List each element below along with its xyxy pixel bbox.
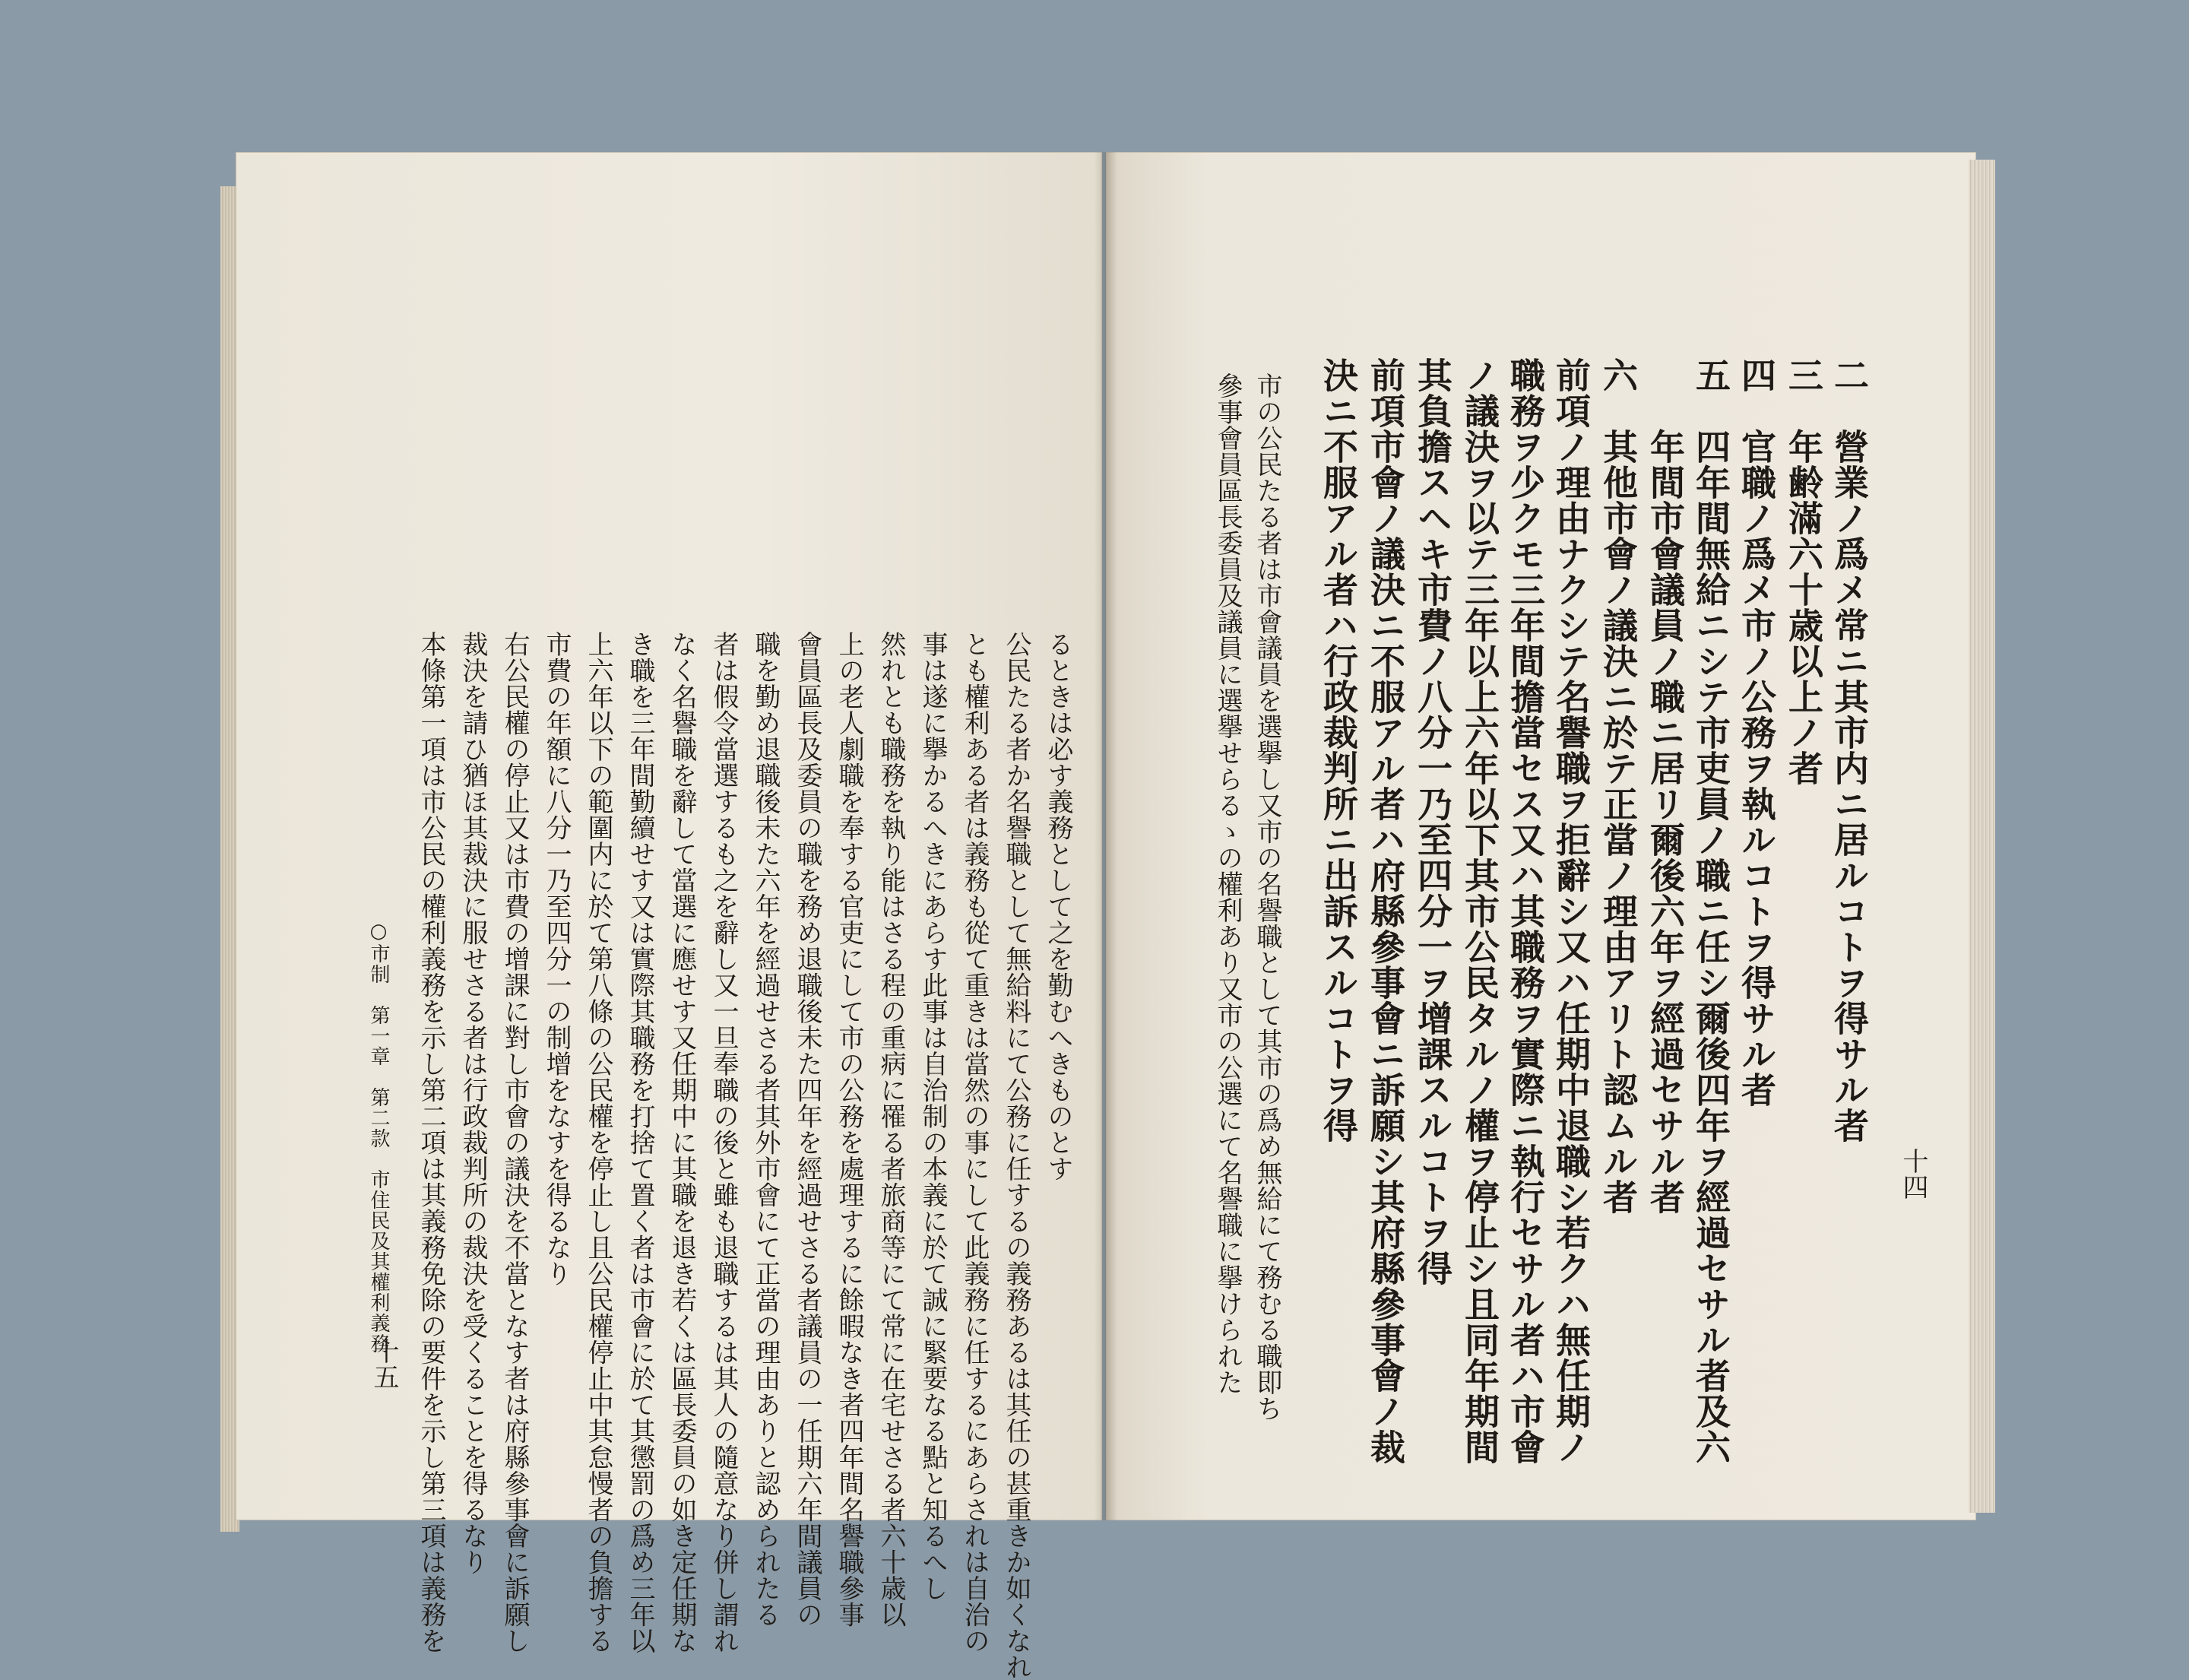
commentary-line: き職を三年間勤續せす又は實際其職務を打捨て置く者は市會に於て其懲罰の爲め三年以 xyxy=(625,631,655,1654)
commentary-line: るときは必す義務として之を勤むへきものとす xyxy=(1043,631,1073,1182)
statute-paragraph-line: 職務ヲ少クモ三年間擔當セス又ハ其職務ヲ實際ニ執行セサル者ハ市會 xyxy=(1505,357,1546,1465)
statute-item-6: 六 其他市會ノ議決ニ於テ正當ノ理由アリト認ムル者 xyxy=(1598,357,1639,1215)
statute-paragraph-line: ノ議決ヲ以テ三年以上六年以下其市公民タルノ權ヲ停止シ且同年期間 xyxy=(1459,357,1500,1465)
right-page-edge xyxy=(1969,160,1995,1513)
commentary-line: 上の老人劇職を奉する官吏にして市の公務を處理するに餘暇なき者四年間名譽職參事 xyxy=(834,631,864,1628)
commentary-line: なく名譽職を辭して當選に應せす又任期中に其職を退き若くは區長委員の如き定任期な xyxy=(667,631,697,1654)
commentary-line: 上六年以下の範圍内に於て第八條の公民權を停止し且公民權停止中其怠慢者の負擔する xyxy=(583,631,613,1654)
statute-paragraph-line: 決ニ不服アル者ハ行政裁判所ニ出訴スルコトヲ得 xyxy=(1318,357,1359,1143)
commentary-line: 公民たる者か名譽職として無給料にて公務に任するの義務あるは其任の甚重きか如くなれ xyxy=(1001,631,1031,1680)
commentary-line: 裁決を請ひ猶ほ其裁決に服せさる者は行政裁判所の裁決を受くることを得るなり xyxy=(458,631,488,1575)
commentary-line: 事は遂に擧かるへきにあらす此事は自治制の本義に於て誠に緊要なる點と知るへし xyxy=(917,631,948,1602)
statute-paragraph-line: 其負擔スヘキ市費ノ八分一乃至四分一ヲ增課スルコトヲ得 xyxy=(1412,357,1453,1286)
page-number-left: 十五 xyxy=(369,1338,399,1390)
running-footer: ○市制 第一章 第二款 市住民及其權利義務 xyxy=(367,920,390,1354)
statute-paragraph-line: 前項市會ノ議決ニ不服アル者ハ府縣參事會ニ訴願シ其府縣參事會ノ裁 xyxy=(1365,357,1406,1465)
statute-item-5: 五 四年間無給ニシテ市吏員ノ職ニ任シ爾後四年ヲ經過セサル者及六 xyxy=(1690,357,1731,1465)
commentary-line: 者は假令當選するも之を辭し又一旦奉職の後と雖も退職するは其人の隨意なり併し謂れ xyxy=(708,631,739,1654)
commentary-line: 會員區長及委員の職を務め退職後未た四年を經過せさる者議員の一任期六年間議員の xyxy=(792,631,822,1628)
statute-item-3: 三 年齢滿六十歳以上ノ者 xyxy=(1783,357,1824,786)
statute-paragraph-line: 前項ノ理由ナクシテ名譽職ヲ拒辭シ又ハ任期中退職シ若クハ無任期ノ xyxy=(1551,357,1592,1465)
commentary-line: 本條第一項は市公民の權利義務を示し第二項は其義務免除の要件を示し第三項は義務を xyxy=(416,631,446,1654)
commentary-line: 右公民權の停止又は市費の增課に對し市會の議決を不當となす者は府縣參事會に訴願し xyxy=(499,631,530,1654)
page-number-right: 十四 xyxy=(1898,1148,1928,1200)
statute-item-2: 二 營業ノ爲メ常ニ其市内ニ居ルコトヲ得サル者 xyxy=(1829,357,1870,1143)
commentary-line: 市の公民たる者は市會議員を選擧し又市の名譽職として其市の爲め無給にて務むる職即ち xyxy=(1252,372,1282,1422)
commentary-line: 職を勤め退職後未た六年を經過せさる者其外市會にて正當の理由ありと認められたる xyxy=(750,631,781,1628)
commentary-line: 然れとも職務を執り能はさる程の重病に罹る者旅商等にて常に在宅せさる者六十歳以 xyxy=(876,631,906,1628)
statute-item-4: 四 官職ノ爲メ市ノ公務ヲ執ルコトヲ得サル者 xyxy=(1736,357,1777,1108)
commentary-line: とも權利ある者は義務も從て重きは當然の事にして此義務に任するにあらされは自治の xyxy=(959,631,990,1654)
statute-item-5-cont: 年間市會議員ノ職ニ居リ爾後六年ヲ經過セサル者 xyxy=(1645,357,1686,1215)
commentary-line: 參事會員區長委員及議員に選擧せらるゝの權利あり又市の公選にて名譽職に擧けられた xyxy=(1212,372,1243,1396)
commentary-line: 市費の年額に八分一乃至四分一の制增をなすを得るなり xyxy=(541,631,572,1287)
book-spine xyxy=(1094,152,1117,1520)
